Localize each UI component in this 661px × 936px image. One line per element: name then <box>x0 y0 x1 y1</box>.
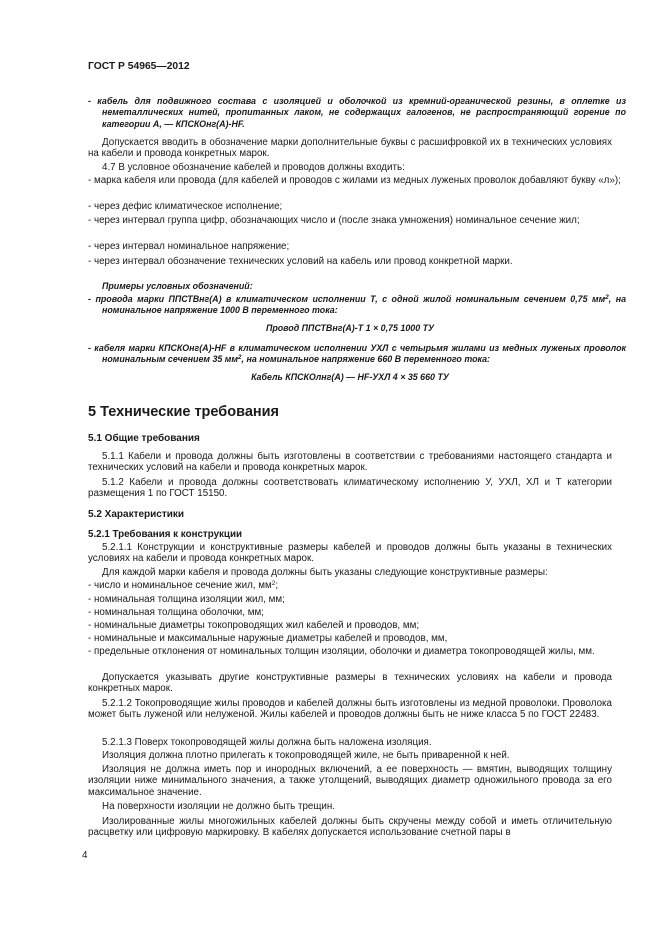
clause-4-7-item: - через интервал обозначение технических условий на кабель или провод конкретной марки. <box>88 256 626 267</box>
clause-4-7-item: - марка кабеля или провода (для кабелей и проводов с жилами из медных луженых проволок добавляют букву «л»); <box>88 175 626 186</box>
clause-4-7-item: - через интервал группа цифр, обозначающих число и (после знака умножения) номинальное сечение жил; <box>88 215 626 226</box>
size-item: - число и номинальное сечение жил, $мм^2$; <box>88 580 626 591</box>
paragraph-other-sizes: Допускается указывать другие конструктивные размеры в технических условиях на кабели и провода конкретных марок. <box>88 672 612 695</box>
section-5-title: 5 Технические требования <box>88 404 280 420</box>
size-item: - номинальная толщина оболочки, мм; <box>88 607 626 618</box>
paragraph-additional-letters: Допускается вводить в обозначение марки дополнительные буквы с расшифровкой их в технических условиях на кабели и провода конкретных марок. <box>88 137 612 160</box>
subsection-5-1-title: 5.1 Общие требования <box>88 433 200 444</box>
subsection-5-2-title: 5.2 Характеристики <box>88 509 185 520</box>
examples-title: Примеры условных обозначений: <box>102 281 253 291</box>
clause-4-7-intro: 4.7 В условное обозначение кабелей и проводов должны входить: <box>102 162 405 173</box>
example-2-designation: Кабель КПСКОлнг(А) — HF-УХЛ 4 × 35 660 ТУ <box>251 372 449 382</box>
size-item: - номинальные диаметры токопроводящих жил кабелей и проводов, мм; <box>88 620 626 631</box>
clause-5-2-1-3: 5.2.1.3 Поверх токопроводящей жилы должна быть наложена изоляция. <box>102 737 432 748</box>
subsection-5-2-1-title: 5.2.1 Требования к конструкции <box>88 529 243 540</box>
paragraph-insulation-defects: Изоляция не должна иметь пор и инородных включений, а ее поверхность — вмятин, выводящих толщину изоляции ниже минимального значения, а также утолщений, выводящих диаметр одножильного провода за его максимальное значение. <box>88 764 612 798</box>
size-item: - номинальные и максимальные наружные диаметры кабелей и проводов, мм, <box>88 633 626 644</box>
paragraph-insulation-fit: Изоляция должна плотно прилегать к токопроводящей жиле, не быть приваренной к ней. <box>102 750 510 761</box>
size-item: - номинальная толщина изоляции жил, мм; <box>88 594 626 605</box>
example-1-text: - провода марки ППСТВнг(А) в климатическом исполнении Т, с одной жилой номинальным сечением 0,75 $мм^2$, на номинальное напряжение 1000 В переменного тока: <box>88 294 626 317</box>
clause-5-2-1-2: 5.2.1.2 Токопроводящие жилы проводов и кабелей должны быть изготовлены из медной проволоки. Проволока может быть луженой или нелуженой. Жилы кабелей и проводов должны быть не ниже класса 5 по ГОСТ 22483. <box>88 698 612 721</box>
clause-4-7-item: - через дефис климатическое исполнение; <box>88 201 626 212</box>
size-item: - предельные отклонения от номинальных толщин изоляции, оболочки и диаметра токопроводящей жилы, мм. <box>88 646 626 657</box>
example-1-designation: Провод ППСТВнг(А)-Т 1 × 0,75 1000 ТУ <box>265 323 435 333</box>
clause-5-1-2: 5.1.2 Кабели и провода должны соответствовать климатическому исполнению У, УХЛ, ХЛ и Т категории размещения 1 по ГОСТ 15150. <box>88 477 612 500</box>
clause-5-2-1-1: 5.2.1.1 Конструкции и конструктивные размеры кабелей и проводов должны быть указаны в технических условиях на кабели и провода конкретных марок. <box>88 542 612 565</box>
clause-5-1-1: 5.1.1 Кабели и провода должны быть изготовлены в соответствии с требованиями настоящего стандарта и технических условий на кабели и провода конкретных марок. <box>88 451 612 474</box>
sizes-intro: Для каждой марки кабеля и провода должны быть указаны следующие конструктивные размеры: <box>102 567 548 578</box>
paragraph-insulation-cracks: На поверхности изоляции не должно быть трещин. <box>102 801 336 812</box>
paragraph-twisted-cores: Изолированные жилы многожильных кабелей должны быть скручены между собой и иметь отличительную расцветку или цифровую маркировку. В кабелях допускается использование счетной пары в <box>88 816 612 839</box>
clause-4-7-item: - через интервал номинальное напряжение; <box>88 241 626 252</box>
cable-designation-item: - кабель для подвижного состава с изоляцией и оболочкой из кремний-органической резины, в оплетке из неметаллических нитей, пропитанных лаком, не содержащих галогенов, не распространяющий горение по категории А, — КПСКОнг(А)-HF. <box>88 96 626 130</box>
standard-designation: ГОСТ Р 54965—2012 <box>88 61 190 72</box>
page-number: 4 <box>82 850 88 861</box>
example-2-text: - кабеля марки КПСКОнг(А)-HF в климатическом исполнении УХЛ с четырьмя жилами из медных луженых проволок номинальным сечением 35 $мм^2$, на номинальное напряжение 660 В переменного тока: <box>88 343 626 366</box>
